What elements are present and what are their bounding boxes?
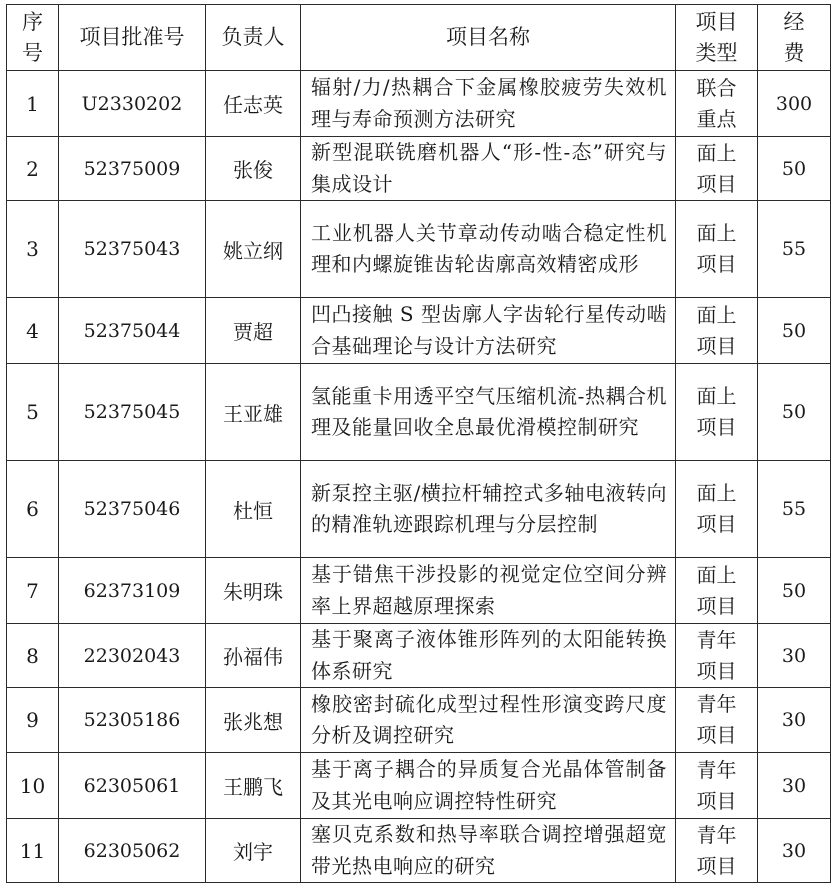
cell-project-type: 面上 项目 [676, 201, 758, 298]
table-row [7, 137, 831, 201]
cell-leader: 姚立纲 [206, 201, 301, 298]
cell-leader: 张兆想 [206, 688, 301, 753]
cell-funds: 50 [758, 298, 831, 364]
cell-no: 5 [7, 364, 59, 461]
cell-project-name: 新泵控主驱/横拉杆辅控式多轴电液转向的精准轨迹跟踪机理与分层控制 [301, 461, 676, 558]
cell-project-type: 面上 项目 [676, 461, 758, 558]
table-row [7, 624, 831, 688]
header-project-name: 项目名称 [301, 5, 676, 71]
cell-leader: 任志英 [206, 71, 301, 137]
cell-project-type: 面上 项目 [676, 298, 758, 364]
cell-leader: 王鹏飞 [206, 753, 301, 819]
cell-project-type: 青年 项目 [676, 624, 758, 688]
cell-approval-no: 52305186 [59, 688, 206, 753]
cell-funds: 30 [758, 624, 831, 688]
cell-project-name: 基于聚离子液体锥形阵列的太阳能转换体系研究 [301, 624, 676, 688]
cell-project-type: 青年 项目 [676, 688, 758, 753]
table-header-row [7, 5, 831, 71]
table-row [7, 71, 831, 137]
cell-no: 8 [7, 624, 59, 688]
cell-no: 3 [7, 201, 59, 298]
cell-no: 2 [7, 137, 59, 201]
cell-project-name: 塞贝克系数和热导率联合调控增强超宽带光热电响应的研究 [301, 819, 676, 883]
cell-no: 1 [7, 71, 59, 137]
cell-project-name: 辐射/力/热耦合下金属橡胶疲劳失效机理与寿命预测方法研究 [301, 71, 676, 137]
cell-approval-no: 52375046 [59, 461, 206, 558]
table-row [7, 819, 831, 883]
cell-project-type: 面上 项目 [676, 558, 758, 624]
cell-funds: 30 [758, 688, 831, 753]
table-body [7, 71, 831, 883]
cell-leader: 孙福伟 [206, 624, 301, 688]
header-leader: 负责人 [206, 5, 301, 71]
header-approval-no: 项目批准号 [59, 5, 206, 71]
cell-project-type: 青年 项目 [676, 819, 758, 883]
cell-approval-no: 62305061 [59, 753, 206, 819]
cell-funds: 30 [758, 819, 831, 883]
table-row [7, 558, 831, 624]
cell-no: 10 [7, 753, 59, 819]
cell-project-name: 凹凸接触 S 型齿廓人字齿轮行星传动啮合基础理论与设计方法研究 [301, 298, 676, 364]
table-row [7, 688, 831, 753]
cell-approval-no: 52375044 [59, 298, 206, 364]
cell-leader: 张俊 [206, 137, 301, 201]
cell-no: 7 [7, 558, 59, 624]
cell-no: 6 [7, 461, 59, 558]
cell-leader: 贾超 [206, 298, 301, 364]
cell-no: 9 [7, 688, 59, 753]
cell-funds: 50 [758, 137, 831, 201]
table-row [7, 461, 831, 558]
cell-project-name: 氢能重卡用透平空气压缩机流-热耦合机理及能量回收全息最优滑模控制研究 [301, 364, 676, 461]
cell-project-type: 面上 项目 [676, 364, 758, 461]
cell-leader: 杜恒 [206, 461, 301, 558]
header-funds: 经 费 [758, 5, 831, 71]
project-table [6, 4, 831, 883]
cell-project-type: 青年 项目 [676, 753, 758, 819]
cell-project-name: 橡胶密封硫化成型过程性形演变跨尺度分析及调控研究 [301, 688, 676, 753]
table-row [7, 201, 831, 298]
cell-funds: 50 [758, 558, 831, 624]
cell-project-name: 基于离子耦合的异质复合光晶体管制备及其光电响应调控特性研究 [301, 753, 676, 819]
cell-approval-no: 62373109 [59, 558, 206, 624]
cell-approval-no: 52375009 [59, 137, 206, 201]
cell-leader: 朱明珠 [206, 558, 301, 624]
cell-funds: 300 [758, 71, 831, 137]
cell-approval-no: 22302043 [59, 624, 206, 688]
cell-project-name: 新型混联铣磨机器人“形-性-态”研究与集成设计 [301, 137, 676, 201]
cell-project-type: 联合 重点 [676, 71, 758, 137]
cell-approval-no: 52375045 [59, 364, 206, 461]
cell-approval-no: 62305062 [59, 819, 206, 883]
cell-funds: 55 [758, 461, 831, 558]
table-row [7, 753, 831, 819]
cell-no: 11 [7, 819, 59, 883]
header-no: 序 号 [7, 5, 59, 71]
cell-approval-no: 52375043 [59, 201, 206, 298]
cell-project-name: 基于错焦干涉投影的视觉定位空间分辨率上界超越原理探索 [301, 558, 676, 624]
cell-funds: 50 [758, 364, 831, 461]
cell-approval-no: U2330202 [59, 71, 206, 137]
table-row [7, 298, 831, 364]
cell-project-name: 工业机器人关节章动传动啮合稳定性机理和内螺旋锥齿轮齿廓高效精密成形 [301, 201, 676, 298]
cell-project-type: 面上 项目 [676, 137, 758, 201]
cell-funds: 30 [758, 753, 831, 819]
header-project-type: 项目 类型 [676, 5, 758, 71]
table-row [7, 364, 831, 461]
cell-no: 4 [7, 298, 59, 364]
cell-leader: 刘宇 [206, 819, 301, 883]
cell-leader: 王亚雄 [206, 364, 301, 461]
cell-funds: 55 [758, 201, 831, 298]
